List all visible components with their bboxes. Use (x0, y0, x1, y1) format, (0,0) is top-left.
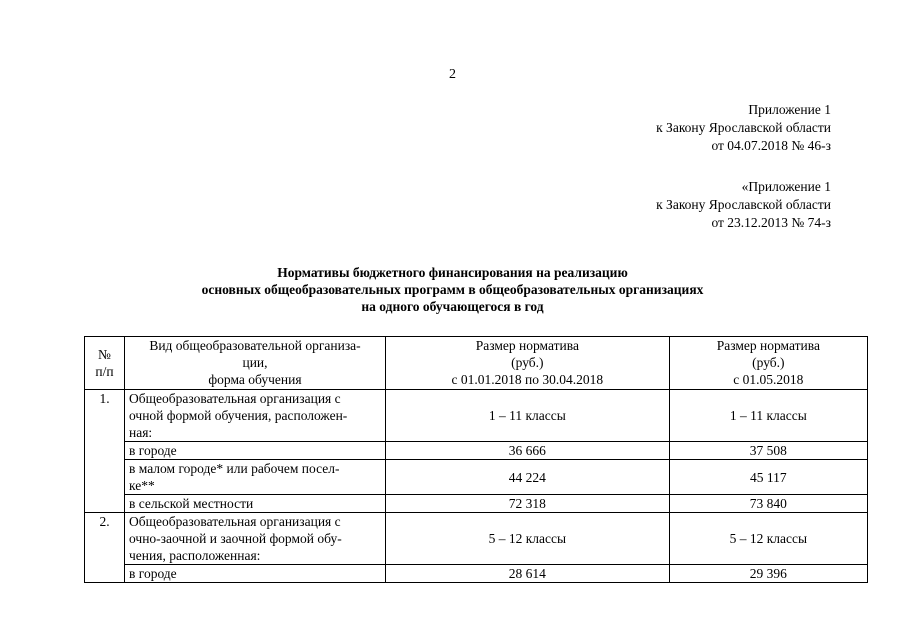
group-2-grades-v2: 5 – 12 классы (669, 513, 867, 565)
header-v1-line-2: (руб.) (511, 355, 544, 370)
table-row (85, 565, 868, 583)
group-1-number: 1. (85, 390, 125, 513)
appendix-original-line-1: «Приложение 1 (741, 179, 831, 194)
group-1-row-3-v2: 73 840 (669, 495, 867, 513)
table-row (85, 390, 868, 442)
title-line-3: на одного обучающегося в год (361, 299, 544, 314)
group-1-row-1-v2: 37 508 (669, 442, 867, 460)
header-kind-line-2: ции, (242, 355, 268, 370)
table-row (85, 495, 868, 513)
header-v2-line-2: (руб.) (752, 355, 785, 370)
group-2-kind-line-1: Общеобразовательная организация с (129, 514, 341, 529)
group-1-row-2-kind (125, 460, 386, 495)
group-1-row-3-kind: в сельской местности (125, 495, 386, 513)
title-line-2: основных общеобразовательных программ в общеобразовательных организациях (201, 282, 704, 297)
table-row (85, 460, 868, 495)
group-1-kind-line-3: ная: (129, 425, 153, 440)
group-1-row-3-v1: 72 318 (386, 495, 670, 513)
group-1-row-2-kind-line-2: ке** (129, 478, 155, 493)
table-row (85, 513, 868, 565)
group-2-grades-v1: 5 – 12 классы (386, 513, 670, 565)
table-header-row (85, 337, 868, 390)
header-value-period-1-cell (386, 337, 670, 390)
appendix-current-line-1: Приложение 1 (748, 102, 831, 117)
header-kind-cell (125, 337, 386, 390)
header-number-line-2: п/п (95, 364, 114, 379)
normatives-table (84, 336, 868, 583)
header-kind-line-1: Вид общеобразовательной организа- (149, 338, 361, 353)
group-1-grades-v1: 1 – 11 классы (386, 390, 670, 442)
group-2-kind-cell (125, 513, 386, 565)
appendix-original-line-2: к Закону Ярославской области (656, 197, 831, 212)
group-1-row-2-v1: 44 224 (386, 460, 670, 495)
group-2-number: 2. (85, 513, 125, 583)
appendix-original-line-3: от 23.12.2013 № 74-з (711, 215, 831, 230)
header-value-period-2-cell (669, 337, 867, 390)
group-1-row-2-kind-line-1: в малом городе* или рабочем посел- (129, 461, 340, 476)
group-1-row-2-v2: 45 117 (669, 460, 867, 495)
header-v2-line-3: с 01.05.2018 (733, 372, 804, 387)
group-1-grades-v2: 1 – 11 классы (669, 390, 867, 442)
appendix-current-line-3: от 04.07.2018 № 46-з (711, 138, 831, 153)
appendix-current-reference (656, 101, 831, 155)
header-v2-line-1: Размер норматива (716, 338, 820, 353)
header-v1-line-1: Размер норматива (475, 338, 579, 353)
appendix-original-reference (656, 178, 831, 232)
group-2-row-1-v2: 29 396 (669, 565, 867, 583)
header-number-line-1: № (98, 347, 111, 362)
group-2-kind-line-3: чения, расположенная: (129, 548, 261, 563)
group-1-kind-line-1: Общеобразовательная организация с (129, 391, 341, 406)
header-number-cell (85, 337, 125, 390)
group-1-kind-cell (125, 390, 386, 442)
header-kind-line-3: форма обучения (208, 372, 302, 387)
group-2-row-1-kind: в городе (125, 565, 386, 583)
title-line-1: Нормативы бюджетного финансирования на реализацию (277, 265, 628, 280)
table-row (85, 442, 868, 460)
group-2-row-1-v1: 28 614 (386, 565, 670, 583)
appendix-current-line-2: к Закону Ярославской области (656, 120, 831, 135)
group-1-row-1-v1: 36 666 (386, 442, 670, 460)
header-v1-line-3: с 01.01.2018 по 30.04.2018 (451, 372, 604, 387)
group-1-kind-line-2: очной формой обучения, расположен- (129, 408, 348, 423)
page-number: 2 (449, 67, 456, 82)
group-2-kind-line-2: очно-заочной и заочной формой обу- (129, 531, 342, 546)
document-title (0, 264, 905, 315)
group-1-row-1-kind: в городе (125, 442, 386, 460)
